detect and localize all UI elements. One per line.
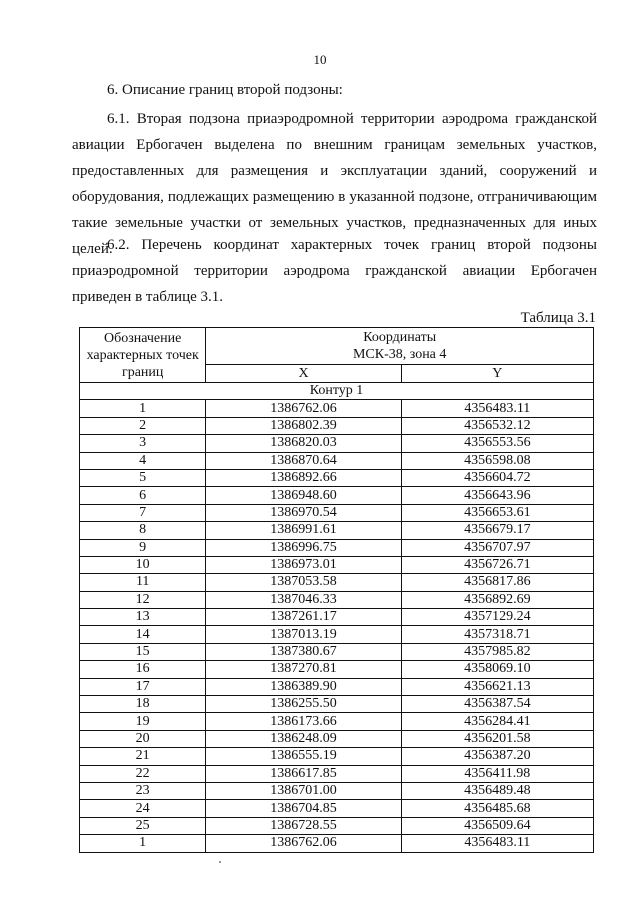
cell-point: 5: [80, 469, 206, 486]
cell-point: 8: [80, 522, 206, 539]
table-row: [80, 835, 594, 852]
cell-point: 12: [80, 591, 206, 608]
cell-point: 7: [80, 504, 206, 521]
table-row: [80, 574, 594, 591]
table-row: [80, 417, 594, 434]
cell-point: 25: [80, 817, 206, 834]
cell-y: 4356387.20: [401, 748, 593, 765]
cell-x: 1387053.58: [206, 574, 401, 591]
cell-x: 1386617.85: [206, 765, 401, 782]
table-caption: Таблица 3.1: [520, 310, 596, 326]
cell-y: 4356411.98: [401, 765, 593, 782]
cell-y: 4356621.13: [401, 678, 593, 695]
cell-x: 1386255.50: [206, 696, 401, 713]
table-row: [80, 452, 594, 469]
cell-x: 1386991.61: [206, 522, 401, 539]
cell-x: 1387270.81: [206, 661, 401, 678]
cell-point: 10: [80, 556, 206, 573]
table-row: [80, 609, 594, 626]
cell-y: 4356509.64: [401, 817, 593, 834]
cell-y: 4357985.82: [401, 643, 593, 660]
cell-x: 1386704.85: [206, 800, 401, 817]
cell-y: 4356726.71: [401, 556, 593, 573]
cell-y: 4356598.08: [401, 452, 593, 469]
cell-y: 4356489.48: [401, 782, 593, 799]
cell-x: 1387380.67: [206, 643, 401, 660]
cell-point: 3: [80, 435, 206, 452]
cell-x: 1387013.19: [206, 626, 401, 643]
table-row: [80, 730, 594, 747]
page-number: 10: [313, 52, 327, 67]
cell-point: 6: [80, 487, 206, 504]
cell-x: 1386248.09: [206, 730, 401, 747]
cell-point: 11: [80, 574, 206, 591]
cell-point: 20: [80, 730, 206, 747]
cell-point: 19: [80, 713, 206, 730]
cell-y: 4356483.11: [401, 835, 593, 852]
cell-point: 9: [80, 539, 206, 556]
table-row: [80, 487, 594, 504]
cell-x: 1386762.06: [206, 835, 401, 852]
cell-x: 1386555.19: [206, 748, 401, 765]
cell-point: 18: [80, 696, 206, 713]
cell-y: 4356604.72: [401, 469, 593, 486]
cell-x: 1386970.54: [206, 504, 401, 521]
table-row: [80, 817, 594, 834]
cell-y: 4356485.68: [401, 800, 593, 817]
cell-point: 24: [80, 800, 206, 817]
header-coordinate-system: МСК-38, зона 4: [352, 347, 447, 362]
cell-point: 21: [80, 748, 206, 765]
cell-point: 1: [80, 835, 206, 852]
paragraph-6-1: 6.1. Вторая подзона приаэродромной территории аэродрома гражданской авиации Ербогачен выделена по внешним границам земельных участков, предоставленных для размещения и эксплуатации зданий, сооружений и оборудования, подлежащих размещению в указанной подзоне, отграничивающим такие земельные участки от земельных участков, предназначенных для иных целей.: [72, 111, 597, 257]
cell-y: 4356201.58: [401, 730, 593, 747]
cell-x: 1386996.75: [206, 539, 401, 556]
cell-y: 4356653.61: [401, 504, 593, 521]
cell-x: 1386389.90: [206, 678, 401, 695]
cell-y: 4356707.97: [401, 539, 593, 556]
table-row: [80, 400, 594, 417]
cell-y: 4356892.69: [401, 591, 593, 608]
header-y: Y: [401, 365, 593, 383]
header-x: X: [206, 365, 401, 383]
cell-x: 1386870.64: [206, 452, 401, 469]
table-row: [80, 765, 594, 782]
scan-speck: [219, 861, 221, 863]
table-row: [80, 591, 594, 608]
cell-x: 1386948.60: [206, 487, 401, 504]
table-row: [80, 661, 594, 678]
table-row: [80, 782, 594, 799]
section-heading: 6. Описание границ второй подзоны:: [107, 82, 343, 98]
table-row: [80, 643, 594, 660]
cell-x: 1386728.55: [206, 817, 401, 834]
cell-point: 22: [80, 765, 206, 782]
cell-point: 14: [80, 626, 206, 643]
table-row: [80, 696, 594, 713]
header-point-designation: Обозначение характерных точек границ: [80, 328, 206, 383]
cell-point: 16: [80, 661, 206, 678]
cell-x: 1387046.33: [206, 591, 401, 608]
header-coordinates-title: Координаты: [363, 330, 437, 345]
cell-x: 1386762.06: [206, 400, 401, 417]
cell-y: 4357318.71: [401, 626, 593, 643]
cell-y: 4357129.24: [401, 609, 593, 626]
table-row: [80, 539, 594, 556]
cell-point: 2: [80, 417, 206, 434]
cell-x: 1387261.17: [206, 609, 401, 626]
table-row: [80, 748, 594, 765]
cell-y: 4356553.56: [401, 435, 593, 452]
cell-x: 1386701.00: [206, 782, 401, 799]
table-row: [80, 504, 594, 521]
cell-x: 1386802.39: [206, 417, 401, 434]
table-row: [80, 435, 594, 452]
table-row: [80, 713, 594, 730]
cell-x: 1386892.66: [206, 469, 401, 486]
cell-point: 17: [80, 678, 206, 695]
cell-point: 4: [80, 452, 206, 469]
table-row: [80, 800, 594, 817]
paragraph-6-2: 6.2. Перечень координат характерных точек границ второй подзоны приаэродромной территории аэродрома гражданской авиации Ербогачен приведен в таблице 3.1.: [72, 237, 597, 305]
cell-x: 1386973.01: [206, 556, 401, 573]
cell-y: 4356483.11: [401, 400, 593, 417]
table-row: [80, 556, 594, 573]
cell-y: 4356532.12: [401, 417, 593, 434]
cell-y: 4356387.54: [401, 696, 593, 713]
cell-point: 15: [80, 643, 206, 660]
cell-point: 23: [80, 782, 206, 799]
cell-point: 1: [80, 400, 206, 417]
cell-y: 4358069.10: [401, 661, 593, 678]
cell-y: 4356679.17: [401, 522, 593, 539]
cell-y: 4356284.41: [401, 713, 593, 730]
table-row: [80, 522, 594, 539]
cell-x: 1386820.03: [206, 435, 401, 452]
header-coordinates: [206, 328, 594, 365]
section-row-contour: Контур 1: [80, 383, 594, 400]
cell-y: 4356817.86: [401, 574, 593, 591]
table-row: [80, 626, 594, 643]
table-row: [80, 678, 594, 695]
cell-y: 4356643.96: [401, 487, 593, 504]
table-row: [80, 469, 594, 486]
coordinates-table: [79, 327, 594, 853]
cell-point: 13: [80, 609, 206, 626]
cell-x: 1386173.66: [206, 713, 401, 730]
